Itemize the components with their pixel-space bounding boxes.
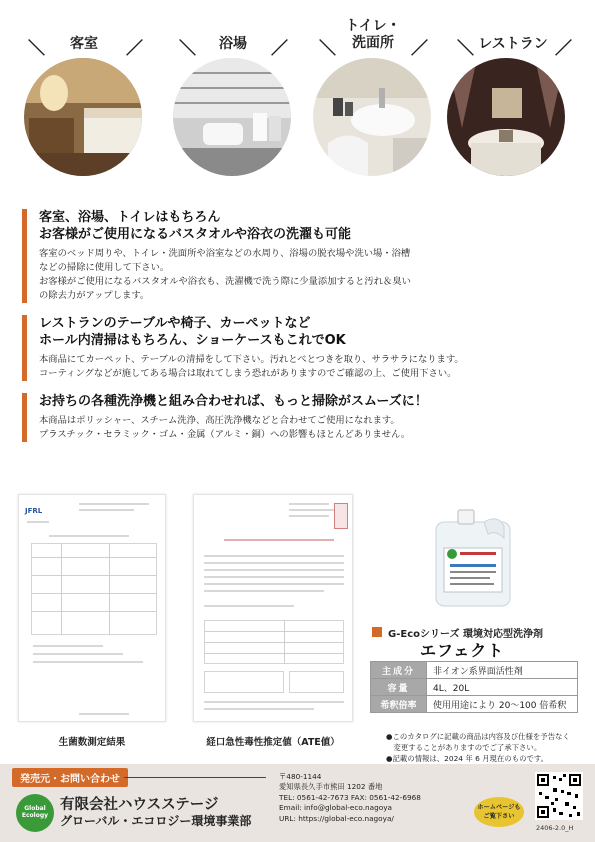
- accent-square: [372, 627, 382, 637]
- notes: [386, 731, 591, 764]
- slash-mark: ／: [411, 39, 428, 59]
- section-restaurant: [22, 315, 577, 381]
- doc2-caption: 経口急性毒性推定値（ATE値）: [206, 737, 340, 748]
- footer-tag-band: [0, 764, 270, 786]
- qr-code[interactable]: [535, 772, 583, 820]
- slash-mark: ／: [126, 39, 143, 59]
- address: 愛知県長久手市熊田 1202 番地: [279, 782, 383, 792]
- homepage-badge-line: ご覧下さい: [483, 813, 515, 820]
- footer-tag: 発売元・お問い合わせ: [12, 768, 128, 787]
- logo-text: Global Ecology: [21, 805, 49, 819]
- spec-key: 容量: [371, 679, 427, 696]
- jfrl-logo: JFRL: [25, 507, 43, 515]
- section-body-line: 本商品はポリッシャー、スチーム洗浄、高圧洗浄機などと合わせてご使用になれます。: [39, 415, 400, 426]
- category-row: [0, 0, 595, 205]
- section-body-line: 客室のベッド周りや、トイレ・洗面所や浴室などの水周り、浴場の脱衣場や洗い場・浴槽: [39, 248, 411, 259]
- catalog-code: 2406-2.0_H: [536, 824, 574, 832]
- section-body-line: コーティングなどが施してある場合は取れてしまう恐れがありますのでご確認の上、ご使用下さい。: [39, 368, 457, 379]
- homepage-badge: [474, 797, 524, 827]
- spec-key: 希釈倍率: [371, 696, 427, 713]
- note-line: ●記載の情報は、2024 年 6 月現在のものです。: [386, 754, 549, 763]
- category-toilet: [303, 0, 443, 205]
- section-heading: レストランのテーブルや椅子、カーペットなど: [39, 316, 311, 331]
- section-heading: ホール内清掃はもちろん、ショーケースもこれでOK: [39, 333, 346, 348]
- bacteria-test-document: [18, 494, 166, 722]
- section-heading: 客室、浴場、トイレはもちろん: [39, 210, 221, 225]
- section-body-line: の除去力がアップします。: [39, 290, 150, 301]
- restaurant-photo: [447, 58, 565, 176]
- footer: [0, 764, 595, 842]
- section-body-line: 本商品にてカーペット、テーブルの清掃をして下さい。汚れとべとつきを取り、サラサラになります。: [39, 354, 464, 365]
- phone-fax: TEL: 0561-42-7673 FAX: 0561-42-6968: [279, 792, 421, 802]
- slash-mark: ／: [555, 39, 572, 59]
- description-area: [22, 209, 577, 454]
- company-name: 有限会社ハウスステージ: [60, 797, 219, 813]
- spec-row: [371, 696, 578, 713]
- email[interactable]: Email: info@global-eco.nagoya: [279, 803, 393, 813]
- website-url[interactable]: URL: https://global-eco.nagoya/: [279, 813, 394, 823]
- backslash-mark: ＼: [319, 39, 336, 59]
- ate-document: [193, 494, 353, 722]
- category-label: レストラン: [478, 36, 548, 52]
- seal-stamp: [334, 503, 348, 529]
- section-heading: お客様がご使用になるバスタオルや浴衣の洗濯も可能: [39, 227, 352, 242]
- category-bath: [163, 0, 303, 205]
- category-label: 客室: [70, 36, 98, 52]
- slash-mark: ／: [271, 39, 288, 59]
- postal-code: 〒480-1144: [279, 772, 322, 781]
- section-body-line: などの掃除に使用して下さい。: [39, 262, 170, 273]
- divider: [124, 777, 266, 778]
- spec-value: 4L、20L: [427, 679, 578, 696]
- product-series: G-Ecoシリーズ 環境対応型洗浄剤: [388, 629, 543, 640]
- backslash-mark: ＼: [179, 39, 196, 59]
- spec-row: [371, 679, 578, 696]
- spec-table: [370, 661, 578, 713]
- guestroom-photo: [24, 58, 142, 176]
- division-name: グローバル・エコロジー環境事業部: [60, 814, 252, 828]
- section-body-line: プラスチック・セラミック・ゴム・金属（アルミ・銅）への影響もほとんどありません。: [39, 429, 411, 440]
- section-machines: [22, 393, 577, 442]
- category-label: トイレ・ 洗面所: [345, 18, 401, 51]
- section-heading: お持ちの各種洗浄機と組み合わせれば、もっと掃除がスムーズに！: [39, 394, 428, 409]
- spec-value: 非イオン系界面活性剤: [427, 662, 578, 679]
- toilet-photo: [313, 58, 431, 176]
- note-line: 変更することがありますのでご了承下さい。: [386, 743, 542, 752]
- spec-row: [371, 662, 578, 679]
- spec-value: 使用用途により 20〜100 倍希釈: [427, 696, 578, 713]
- product-name: エフェクト: [420, 641, 505, 660]
- contact-info: [279, 772, 421, 824]
- note-line: ●このカタログに記載の商品は内容及び仕様を予告なく: [386, 732, 570, 741]
- global-ecology-logo: [16, 794, 54, 832]
- category-label: 浴場: [219, 36, 247, 52]
- backslash-mark: ＼: [28, 39, 45, 59]
- backslash-mark: ＼: [457, 39, 474, 59]
- doc1-caption: 生菌数測定結果: [58, 737, 126, 748]
- product-bottle-image: [428, 508, 518, 608]
- homepage-badge-line: ホームページも: [477, 804, 521, 811]
- spec-key: 主成分: [371, 662, 427, 679]
- section-body-line: お客様がご使用になるバスタオルや浴衣も、洗濯機で洗う際に少量添加すると汚れ＆臭い: [39, 276, 411, 287]
- category-guestroom: [14, 0, 154, 205]
- section-guestroom: [22, 209, 577, 303]
- bath-photo: [173, 58, 291, 176]
- category-restaurant: [443, 0, 583, 205]
